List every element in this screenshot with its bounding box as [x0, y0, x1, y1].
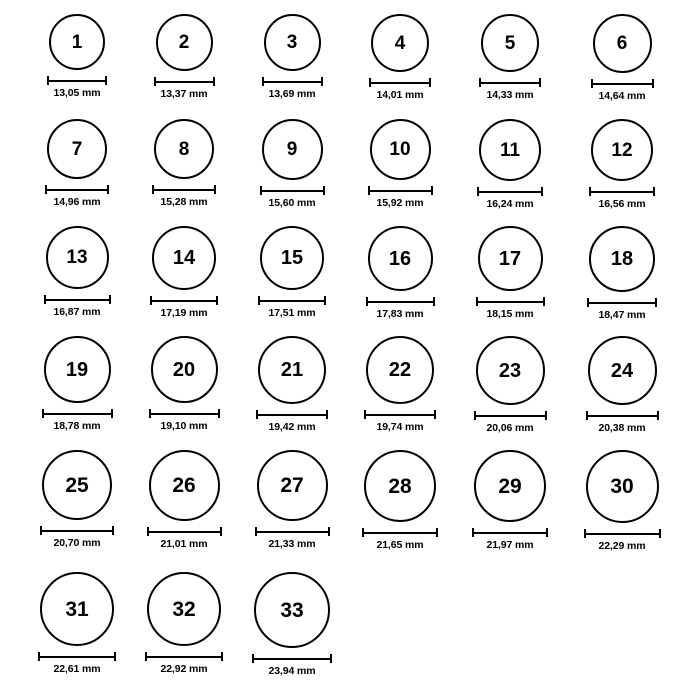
caliper-tick-left: [152, 185, 154, 194]
ring-size-label: 17,51 mm: [268, 307, 316, 319]
caliper-icon: [368, 186, 433, 195]
ring-number: 26: [172, 474, 196, 497]
ring-size-label: 17,83 mm: [376, 308, 424, 320]
ring-size-label: 14,96 mm: [53, 196, 101, 208]
caliper-tick-left: [154, 77, 156, 86]
caliper-bar: [589, 191, 655, 193]
caliper-tick-right: [221, 652, 223, 661]
ring-size-label: 13,05 mm: [53, 87, 101, 99]
caliper-bar: [587, 302, 657, 304]
ring-size-label: 15,92 mm: [376, 197, 424, 209]
ring-size-label: 20,38 mm: [598, 422, 646, 434]
caliper-tick-right: [429, 78, 431, 87]
caliper-icon: [252, 654, 332, 663]
ring-size-item: [22, 119, 132, 208]
ring-number: 25: [65, 473, 89, 497]
ring-size-item: [22, 572, 132, 675]
ring-number: 24: [610, 359, 634, 382]
ring-measure: [479, 78, 541, 101]
ring-circle: [474, 450, 546, 522]
caliper-icon: [369, 78, 431, 87]
caliper-bar: [147, 531, 222, 533]
caliper-tick-right: [434, 410, 436, 419]
ring-circle: [591, 119, 653, 181]
caliper-bar: [479, 82, 541, 84]
ring-size-item: [345, 336, 455, 433]
caliper-tick-right: [431, 186, 433, 195]
caliper-bar: [474, 415, 547, 417]
ring-circle: [366, 336, 434, 404]
caliper-tick-left: [368, 186, 370, 195]
caliper-bar: [154, 81, 215, 83]
ring-size-item: [129, 14, 239, 100]
caliper-tick-right: [433, 297, 435, 306]
ring-size-label: 20,06 mm: [486, 422, 534, 434]
ring-size-item: [455, 336, 565, 434]
ring-size-label: 18,15 mm: [486, 308, 534, 320]
caliper-tick-right: [112, 526, 114, 535]
ring-circle: [371, 14, 429, 72]
ring-size-item: [129, 119, 239, 208]
ring-measure: [262, 77, 323, 100]
ring-size-label: 19,74 mm: [376, 421, 424, 433]
ring-number: 18: [610, 248, 634, 270]
ring-size-label: 22,29 mm: [598, 540, 646, 552]
ring-measure: [40, 526, 114, 549]
ring-size-item: [567, 14, 677, 102]
caliper-bar: [366, 301, 435, 303]
caliper-icon: [256, 410, 328, 419]
ring-size-item: [567, 226, 677, 321]
ring-size-label: 16,56 mm: [598, 198, 646, 210]
caliper-tick-left: [252, 654, 254, 663]
ring-measure: [476, 297, 545, 320]
caliper-tick-right: [218, 409, 220, 418]
caliper-bar: [42, 413, 113, 415]
caliper-tick-right: [323, 186, 325, 195]
ring-circle: [586, 450, 659, 523]
caliper-icon: [366, 297, 435, 306]
caliper-icon: [47, 76, 107, 85]
caliper-tick-right: [546, 528, 548, 537]
ring-size-item: [129, 226, 239, 319]
caliper-icon: [255, 527, 330, 536]
caliper-tick-right: [105, 76, 107, 85]
caliper-bar: [152, 189, 216, 191]
caliper-bar: [472, 532, 548, 534]
caliper-icon: [152, 185, 216, 194]
ring-size-label: 14,64 mm: [598, 90, 646, 102]
ring-number: 7: [71, 138, 83, 160]
ring-size-item: [22, 226, 132, 318]
ring-size-label: 14,33 mm: [486, 89, 534, 101]
caliper-bar: [476, 301, 545, 303]
ring-size-label: 15,60 mm: [268, 197, 316, 209]
ring-number: 29: [498, 474, 522, 498]
ring-number: 2: [178, 32, 190, 53]
caliper-tick-right: [216, 296, 218, 305]
ring-circle: [156, 14, 213, 71]
ring-size-label: 19,42 mm: [268, 421, 316, 433]
ring-number: 33: [280, 598, 304, 622]
caliper-tick-left: [262, 77, 264, 86]
ring-size-label: 23,94 mm: [268, 665, 316, 677]
ring-size-label: 15,28 mm: [160, 196, 208, 208]
ring-number: 6: [616, 33, 628, 54]
caliper-tick-left: [45, 185, 47, 194]
ring-circle: [262, 119, 323, 180]
caliper-tick-right: [114, 652, 116, 661]
ring-size-label: 14,01 mm: [376, 89, 424, 101]
caliper-tick-left: [42, 409, 44, 418]
ring-size-label: 22,92 mm: [160, 663, 208, 675]
ring-measure: [589, 187, 655, 210]
caliper-bar: [40, 530, 114, 532]
ring-circle: [258, 336, 326, 404]
caliper-icon: [258, 296, 326, 305]
ring-number: 20: [172, 358, 196, 381]
caliper-tick-right: [220, 527, 222, 536]
caliper-tick-left: [586, 411, 588, 420]
caliper-icon: [147, 527, 222, 536]
ring-number: 16: [388, 247, 412, 270]
caliper-icon: [474, 411, 547, 420]
ring-size-item: [237, 336, 347, 433]
caliper-tick-left: [260, 186, 262, 195]
ring-measure: [586, 411, 659, 434]
ring-number: 30: [610, 475, 634, 498]
caliper-icon: [584, 529, 661, 538]
ring-measure: [149, 409, 220, 432]
ring-size-label: 21,65 mm: [376, 539, 424, 551]
ring-measure: [145, 652, 223, 675]
ring-size-item: [22, 336, 132, 432]
ring-number: 11: [499, 139, 521, 161]
ring-size-label: 17,19 mm: [160, 307, 208, 319]
ring-number: 31: [65, 597, 89, 621]
ring-number: 19: [65, 358, 89, 381]
caliper-icon: [477, 187, 543, 196]
ring-size-item: [22, 14, 132, 99]
ring-circle: [364, 450, 436, 522]
ring-size-label: 13,37 mm: [160, 88, 208, 100]
caliper-tick-right: [545, 411, 547, 420]
caliper-tick-right: [330, 654, 332, 663]
caliper-tick-left: [362, 528, 364, 537]
caliper-icon: [38, 652, 116, 661]
ring-number: 9: [286, 139, 298, 160]
ring-number: 12: [611, 139, 633, 161]
caliper-tick-right: [653, 187, 655, 196]
ring-size-label: 21,01 mm: [160, 538, 208, 550]
ring-size-label: 18,78 mm: [53, 420, 101, 432]
ring-circle: [264, 14, 321, 71]
ring-circle: [149, 450, 220, 521]
ring-size-label: 19,10 mm: [160, 420, 208, 432]
ring-size-label: 21,33 mm: [268, 538, 316, 550]
caliper-icon: [586, 411, 659, 420]
caliper-icon: [587, 298, 657, 307]
ring-size-item: [455, 226, 565, 320]
caliper-tick-left: [591, 79, 593, 88]
ring-size-item: [237, 572, 347, 677]
ring-number: 14: [172, 247, 196, 269]
caliper-tick-left: [584, 529, 586, 538]
caliper-icon: [150, 296, 218, 305]
ring-size-item: [345, 14, 455, 101]
caliper-tick-right: [652, 79, 654, 88]
ring-number: 13: [66, 247, 88, 268]
ring-circle: [254, 572, 330, 648]
caliper-icon: [262, 77, 323, 86]
ring-measure: [362, 528, 438, 551]
ring-circle: [476, 336, 545, 405]
ring-number: 8: [178, 138, 190, 160]
ring-circle: [370, 119, 431, 180]
caliper-tick-right: [659, 529, 661, 538]
caliper-tick-left: [364, 410, 366, 419]
ring-size-label: 21,97 mm: [486, 539, 534, 551]
caliper-tick-left: [255, 527, 257, 536]
caliper-tick-left: [587, 298, 589, 307]
caliper-bar: [362, 532, 438, 534]
ring-circle: [260, 226, 324, 290]
caliper-bar: [38, 656, 116, 658]
caliper-icon: [145, 652, 223, 661]
ring-size-label: 16,24 mm: [486, 198, 534, 210]
caliper-tick-left: [474, 411, 476, 420]
caliper-bar: [591, 83, 654, 85]
ring-circle: [478, 226, 543, 291]
caliper-icon: [362, 528, 438, 537]
ring-circle: [368, 226, 433, 291]
caliper-bar: [145, 656, 223, 658]
ring-size-label: 20,70 mm: [53, 537, 101, 549]
ring-size-item: [22, 450, 132, 549]
caliper-tick-left: [150, 296, 152, 305]
ring-size-item: [567, 450, 677, 552]
ring-measure: [260, 186, 325, 209]
caliper-bar: [252, 658, 332, 660]
ring-size-label: 13,69 mm: [268, 88, 316, 100]
caliper-bar: [47, 80, 107, 82]
ring-measure: [44, 295, 111, 318]
ring-measure: [477, 187, 543, 210]
ring-measure: [364, 410, 436, 433]
ring-measure: [366, 297, 435, 320]
ring-number: 32: [172, 597, 196, 621]
caliper-icon: [591, 79, 654, 88]
ring-size-item: [129, 336, 239, 432]
caliper-tick-right: [541, 187, 543, 196]
ring-circle: [44, 336, 111, 403]
ring-size-label: 16,87 mm: [53, 306, 101, 318]
caliper-tick-right: [321, 77, 323, 86]
caliper-bar: [45, 189, 109, 191]
caliper-bar: [369, 82, 431, 84]
caliper-bar: [477, 191, 543, 193]
caliper-icon: [589, 187, 655, 196]
ring-size-item: [455, 119, 565, 210]
caliper-tick-right: [657, 411, 659, 420]
ring-circle: [42, 450, 112, 520]
caliper-icon: [40, 526, 114, 535]
ring-circle: [588, 336, 657, 405]
caliper-tick-left: [38, 652, 40, 661]
ring-measure: [472, 528, 548, 551]
ring-number: 23: [498, 359, 522, 382]
caliper-tick-right: [543, 297, 545, 306]
caliper-tick-left: [40, 526, 42, 535]
caliper-tick-right: [111, 409, 113, 418]
caliper-icon: [476, 297, 545, 306]
ring-number: 15: [280, 247, 304, 269]
caliper-icon: [42, 409, 113, 418]
caliper-tick-right: [328, 527, 330, 536]
ring-circle: [147, 572, 221, 646]
caliper-tick-right: [324, 296, 326, 305]
caliper-tick-left: [149, 409, 151, 418]
caliper-bar: [258, 300, 326, 302]
ring-measure: [42, 409, 113, 432]
ring-circle: [593, 14, 652, 73]
caliper-bar: [260, 190, 325, 192]
ring-circle: [49, 14, 105, 70]
ring-measure: [252, 654, 332, 677]
caliper-tick-left: [258, 296, 260, 305]
ring-measure: [368, 186, 433, 209]
ring-size-label: 18,47 mm: [598, 309, 646, 321]
ring-size-item: [237, 226, 347, 319]
caliper-icon: [45, 185, 109, 194]
ring-size-label: 22,61 mm: [53, 663, 101, 675]
ring-size-item: [237, 450, 347, 550]
caliper-bar: [584, 533, 661, 535]
caliper-tick-right: [109, 295, 111, 304]
caliper-icon: [149, 409, 220, 418]
ring-measure: [256, 410, 328, 433]
caliper-bar: [149, 413, 220, 415]
caliper-tick-left: [479, 78, 481, 87]
caliper-bar: [586, 415, 659, 417]
ring-circle: [589, 226, 655, 292]
ring-circle: [479, 119, 541, 181]
ring-size-item: [567, 336, 677, 434]
ring-measure: [147, 527, 222, 550]
ring-size-item: [345, 226, 455, 320]
caliper-tick-right: [436, 528, 438, 537]
ring-measure: [154, 77, 215, 100]
ring-measure: [152, 185, 216, 208]
ring-measure: [38, 652, 116, 675]
ring-measure: [587, 298, 657, 321]
ring-measure: [584, 529, 661, 552]
caliper-bar: [44, 299, 111, 301]
ring-number: 5: [504, 32, 516, 54]
caliper-tick-left: [147, 527, 149, 536]
ring-number: 21: [280, 359, 304, 381]
ring-measure: [474, 411, 547, 434]
ring-number: 10: [389, 139, 411, 160]
caliper-bar: [255, 531, 330, 533]
ring-circle: [151, 336, 218, 403]
ring-measure: [45, 185, 109, 208]
ring-size-item: [567, 119, 677, 210]
caliper-tick-left: [145, 652, 147, 661]
ring-size-item: [237, 14, 347, 100]
ring-measure: [369, 78, 431, 101]
caliper-icon: [364, 410, 436, 419]
caliper-icon: [260, 186, 325, 195]
ring-circle: [40, 572, 114, 646]
caliper-tick-left: [477, 187, 479, 196]
ring-circle: [481, 14, 539, 72]
caliper-bar: [262, 81, 323, 83]
caliper-tick-left: [256, 410, 258, 419]
caliper-tick-left: [589, 187, 591, 196]
ring-size-item: [455, 450, 565, 551]
ring-size-item: [455, 14, 565, 101]
ring-number: 28: [388, 474, 412, 498]
ring-measure: [255, 527, 330, 550]
caliper-tick-right: [326, 410, 328, 419]
caliper-bar: [150, 300, 218, 302]
caliper-bar: [364, 414, 436, 416]
ring-size-item: [345, 119, 455, 209]
caliper-tick-right: [213, 77, 215, 86]
caliper-tick-left: [366, 297, 368, 306]
caliper-tick-right: [655, 298, 657, 307]
ring-number: 1: [71, 31, 83, 53]
ring-circle: [152, 226, 216, 290]
caliper-bar: [256, 414, 328, 416]
caliper-icon: [44, 295, 111, 304]
ring-measure: [150, 296, 218, 319]
caliper-icon: [479, 78, 541, 87]
caliper-tick-right: [107, 185, 109, 194]
caliper-tick-left: [369, 78, 371, 87]
ring-number: 4: [394, 32, 406, 54]
caliper-icon: [154, 77, 215, 86]
caliper-tick-right: [214, 185, 216, 194]
ring-measure: [47, 76, 107, 99]
ring-measure: [591, 79, 654, 102]
ring-circle: [154, 119, 214, 179]
caliper-tick-left: [476, 297, 478, 306]
caliper-bar: [368, 190, 433, 192]
ring-circle: [46, 226, 109, 289]
ring-circle: [257, 450, 328, 521]
caliper-tick-left: [47, 76, 49, 85]
ring-number: 27: [280, 474, 304, 497]
ring-number: 22: [388, 359, 412, 381]
caliper-tick-left: [472, 528, 474, 537]
ring-size-item: [129, 572, 239, 675]
ring-size-item: [345, 450, 455, 551]
caliper-tick-left: [44, 295, 46, 304]
caliper-icon: [472, 528, 548, 537]
ring-circle: [47, 119, 107, 179]
ring-number: 17: [498, 247, 522, 270]
ring-size-item: [129, 450, 239, 550]
ring-number: 3: [286, 32, 298, 53]
caliper-tick-right: [539, 78, 541, 87]
ring-size-item: [237, 119, 347, 209]
ring-measure: [258, 296, 326, 319]
